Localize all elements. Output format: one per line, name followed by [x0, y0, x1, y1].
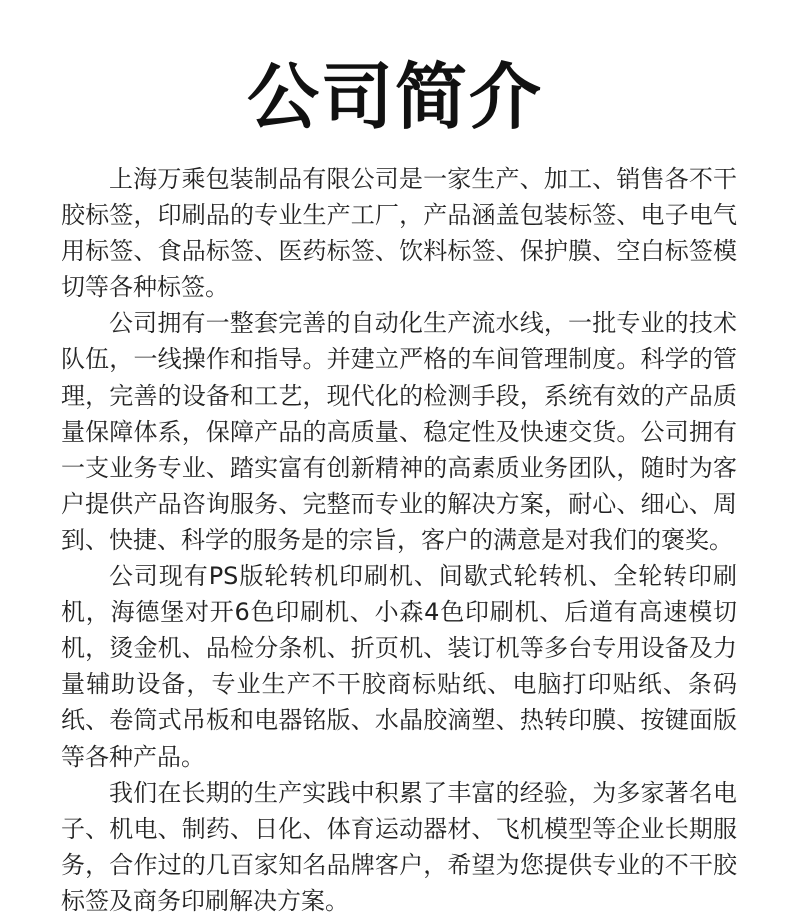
page-title: 公司简介: [246, 55, 543, 139]
intro-body: [61, 161, 737, 919]
intro-paragraph-management: 公司拥有一整套完善的自动化生产流水线，一批专业的技术队伍，一线操作和指导。并建立严格的车间管理制度。科学的管理，完善的设备和工艺，现代化的检测手段，系统有效的产品质量保障体系，保障产品的高质量、稳定性及快速交货。公司拥有一支业务专业、踏实富有创新精神的高素质业务团队，随时为客户提供产品咨询服务、完整而专业的解决方案，耐心、细心、周到、快捷、科学的服务是的宗旨，客户的满意是对我们的褒奖。: [61, 309, 737, 554]
intro-paragraph-equipment: 公司现有PS版轮转机印刷机、间歇式轮转机、全轮转印刷机，海德堡对开6色印刷机、小森4色印刷机、后道有高速模切机，烫金机、品检分条机、折页机、装订机等多台专用设备及力量辅助设备，专业生产不干胶商标贴纸、电脑打印贴纸、条码纸、卷筒式吊板和电器铭版、水晶胶滴塑、热转印膜、按键面版等各种产品。: [61, 562, 737, 771]
intro-paragraph-experience: 我们在长期的生产实践中积累了丰富的经验，为多家著名电子、机电、制药、日化、体育运动器材、飞机模型等企业长期服务，合作过的几百家知名品牌客户，希望为您提供专业的不干胶标签及商务印刷解决方案。: [61, 778, 737, 915]
intro-paragraph-company: 上海万乘包装制品有限公司是一家生产、加工、销售各不干胶标签，印刷品的专业生产工厂，产品涵盖包装标签、电子电气用标签、食品标签、医药标签、饮料标签、保护膜、空白标签模切等各种标签。: [61, 165, 737, 302]
